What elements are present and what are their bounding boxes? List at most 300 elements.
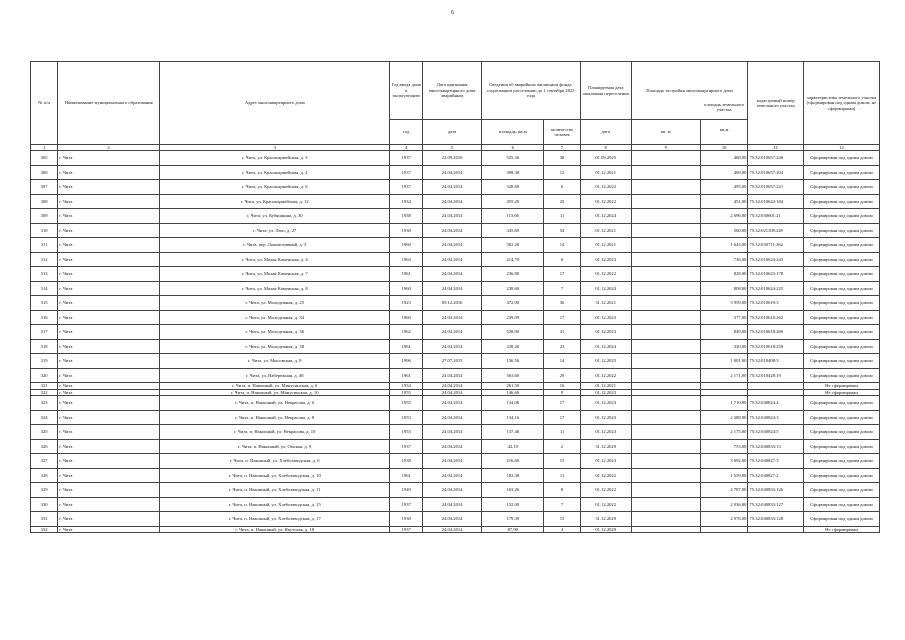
- row-address: г. Чита, п. Накопный, ул. Некрасова, д. 8: [160, 410, 390, 425]
- row-municipality: г. Чита: [58, 483, 160, 498]
- row-year-built: 1960: [390, 238, 423, 253]
- row-planned-date: 01.12.2024: [580, 281, 631, 296]
- row-planned-date: 01.12.2023: [580, 396, 631, 411]
- row-area: 136,56: [482, 354, 544, 369]
- row-area: 42,10: [482, 439, 544, 454]
- row-area: 238,26: [482, 339, 544, 354]
- row-year-built: 1938: [390, 223, 423, 238]
- row-municipality: г. Чита: [58, 209, 160, 224]
- row-land-area: 849,00: [700, 325, 748, 340]
- row-build-area: [631, 310, 700, 325]
- row-number: 321: [31, 383, 58, 389]
- col-num: 10: [700, 145, 748, 151]
- row-characteristic: Сформирован под одним домом: [803, 410, 879, 425]
- row-planned-date: 01.12.2023: [580, 425, 631, 440]
- row-land-area: 377,00: [700, 310, 748, 325]
- emergency-housing-table: [30, 61, 880, 533]
- table-row: [31, 483, 880, 498]
- table-row: [31, 180, 880, 195]
- row-cadastral: [748, 526, 804, 532]
- row-people: 2: [544, 439, 580, 454]
- row-number: 315: [31, 296, 58, 311]
- row-land-area: 3 959,00: [700, 296, 748, 311]
- row-planned-date: 01.12.2021: [580, 165, 631, 180]
- row-municipality: г. Чита: [58, 383, 160, 389]
- row-area: 134,06: [482, 396, 544, 411]
- row-build-area: [631, 194, 700, 209]
- row-year-built: 1937: [390, 165, 423, 180]
- row-planned-date: 01.12.2022: [580, 180, 631, 195]
- row-area: 163,26: [482, 483, 544, 498]
- table-row: [31, 223, 880, 238]
- row-recognition-date: 24.04.2014: [423, 252, 482, 267]
- row-area: 132,00: [482, 497, 544, 512]
- row-recognition-date: 09.12.2016: [423, 296, 482, 311]
- header-characteristic: характеристика земельного участка (сформирован под одним домом, не сформирован): [803, 62, 879, 145]
- row-number: 332: [31, 526, 58, 532]
- row-characteristic: Сформирован под одним домом: [803, 310, 879, 325]
- row-characteristic: Сформирован под одним домом: [803, 439, 879, 454]
- row-year-built: 1923: [390, 296, 423, 311]
- row-cadastral: 75:32:021108:249: [748, 223, 804, 238]
- row-area: 528,90: [482, 325, 544, 340]
- row-year-built: 1934: [390, 383, 423, 389]
- row-planned-date: 01.12.2023: [580, 325, 631, 340]
- row-year-built: 1961: [390, 339, 423, 354]
- row-number: 309: [31, 209, 58, 224]
- row-planned-date: 01.12.2022: [580, 483, 631, 498]
- subheader-sqm: кв. м: [631, 120, 700, 145]
- row-year-built: 1938: [390, 454, 423, 469]
- row-characteristic: Сформирован под одним домом: [803, 151, 879, 166]
- row-number: 311: [31, 238, 58, 253]
- row-area: 398,30: [482, 165, 544, 180]
- row-area: 455,29: [482, 194, 544, 209]
- row-people: 15: [544, 512, 580, 527]
- row-year-built: 1953: [390, 425, 423, 440]
- row-characteristic: Сформирован под одним домом: [803, 368, 879, 383]
- row-people: 17: [544, 310, 580, 325]
- table-row: [31, 354, 880, 369]
- header-address: Адрес многоквартирного дома: [160, 62, 390, 145]
- row-area: 87,90: [482, 526, 544, 532]
- row-characteristic: Сформирован под одним домом: [803, 296, 879, 311]
- row-people: 7: [544, 497, 580, 512]
- row-number: 312: [31, 252, 58, 267]
- table-row: [31, 296, 880, 311]
- row-characteristic: Сформирован под одним домом: [803, 281, 879, 296]
- row-characteristic: Сформирован под одним домом: [803, 497, 879, 512]
- row-planned-date: 01.12.2023: [580, 310, 631, 325]
- header-recognition: Дата признания многоквартирного дома аварийным: [423, 62, 482, 120]
- row-number: 330: [31, 497, 58, 512]
- row-year-built: 1937: [390, 180, 423, 195]
- row-build-area: [631, 339, 700, 354]
- row-address: г. Чита, ул. Молодежная, д. 38: [160, 339, 390, 354]
- row-year-built: 1937: [390, 151, 423, 166]
- row-recognition-date: 24.04.2014: [423, 238, 482, 253]
- table-row: [31, 339, 880, 354]
- row-build-area: [631, 325, 700, 340]
- row-area: 146,60: [482, 389, 544, 395]
- row-address: г. Чита, ул. Красноармейская, д. 4: [160, 165, 390, 180]
- row-number: 324: [31, 410, 58, 425]
- row-planned-date: 01.12.2025: [580, 354, 631, 369]
- row-build-area: [631, 296, 700, 311]
- row-number: 325: [31, 425, 58, 440]
- row-recognition-date: 24.04.2014: [423, 526, 482, 532]
- row-people: 17: [544, 410, 580, 425]
- row-build-area: [631, 151, 700, 166]
- table-row: [31, 410, 880, 425]
- row-build-area: [631, 354, 700, 369]
- row-characteristic: Сформирован под одним домом: [803, 339, 879, 354]
- row-year-built: 1955: [390, 396, 423, 411]
- row-cadastral: 75:32:010657:204: [748, 165, 804, 180]
- row-number: 307: [31, 180, 58, 195]
- row-planned-date: 01.12.2023: [580, 410, 631, 425]
- row-recognition-date: 24.04.2014: [423, 425, 482, 440]
- row-recognition-date: 23.09.2016: [423, 151, 482, 166]
- row-people: 6: [544, 252, 580, 267]
- row-recognition-date: 24.04.2014: [423, 497, 482, 512]
- row-recognition-date: 24.04.2014: [423, 468, 482, 483]
- row-number: 319: [31, 354, 58, 369]
- row-cadastral: 75:32:040824:3: [748, 410, 804, 425]
- row-characteristic: Сформирован под одним домом: [803, 425, 879, 440]
- row-planned-date: 01.12.2022: [580, 194, 631, 209]
- row-address: г. Чита, ул. Красноармейская, д. 6: [160, 180, 390, 195]
- row-planned-date: 31.12.2021: [580, 296, 631, 311]
- row-address: г. Чита, п. Накопный, ул. Минусинская, д. 6: [160, 383, 390, 389]
- header-year-built: Год ввода дома в эксплуатацию: [390, 62, 423, 120]
- col-num: 11: [748, 145, 804, 151]
- table-row: [31, 194, 880, 209]
- row-recognition-date: 24.04.2014: [423, 410, 482, 425]
- row-land-area: 468,00: [700, 151, 748, 166]
- row-municipality: г. Чита: [58, 296, 160, 311]
- row-people: 8: [544, 483, 580, 498]
- row-build-area: [631, 497, 700, 512]
- row-recognition-date: 24.04.2014: [423, 180, 482, 195]
- row-recognition-date: 24.04.2014: [423, 389, 482, 395]
- row-characteristic: Сформирован под одним домом: [803, 325, 879, 340]
- row-planned-date: 01.12.2022: [580, 267, 631, 282]
- row-cadastral: 75:32:040824:5: [748, 425, 804, 440]
- row-recognition-date: 24.04.2014: [423, 396, 482, 411]
- row-build-area: [631, 483, 700, 498]
- row-municipality: г. Чита: [58, 180, 160, 195]
- row-cadastral: 75:32:040833:126: [748, 483, 804, 498]
- row-number: 317: [31, 325, 58, 340]
- row-year-built: 1938: [390, 512, 423, 527]
- row-characteristic: Сформирован под одним домом: [803, 267, 879, 282]
- row-address: г. Чита, п. Накопный, ул. Хлебозаводская, д. 15: [160, 497, 390, 512]
- row-planned-date: 01.12.2029: [580, 526, 631, 532]
- row-land-area: 1 710,00: [700, 396, 748, 411]
- row-cadastral: 75:32:010657:246: [748, 151, 804, 166]
- header-municipality: Наименование муниципального образования: [58, 62, 160, 145]
- row-build-area: [631, 468, 700, 483]
- row-number: 316: [31, 310, 58, 325]
- table-row: [31, 468, 880, 483]
- row-cadastral: 75:32:010642:184: [748, 194, 804, 209]
- table-row: [31, 252, 880, 267]
- row-municipality: г. Чита: [58, 267, 160, 282]
- row-address: г. Чита, п. Накопный, ул. Хлебозаводская, д. 17: [160, 512, 390, 527]
- row-people: 11: [544, 468, 580, 483]
- row-planned-date: 01.12.2022: [580, 368, 631, 383]
- row-characteristic: Сформирован под одним домом: [803, 468, 879, 483]
- row-number: 314: [31, 281, 58, 296]
- row-address: г. Чита, п. Накопный, ул. Хлебозаводская, д. 6: [160, 454, 390, 469]
- row-characteristic: Сформирован под одним домом: [803, 483, 879, 498]
- col-num: 1: [31, 145, 58, 151]
- subheader-year: год: [390, 120, 423, 145]
- row-year-built: 1934: [390, 194, 423, 209]
- row-land-area: 495,00: [700, 180, 748, 195]
- row-number: 322: [31, 389, 58, 395]
- table-row: [31, 267, 880, 282]
- row-area: 134,16: [482, 410, 544, 425]
- row-land-area: 320,00: [700, 339, 748, 354]
- row-land-area: 3 092,00: [700, 454, 748, 469]
- col-num: 7: [544, 145, 580, 151]
- subheader-date2: дата: [580, 120, 631, 145]
- row-land-area: 2 288,00: [700, 410, 748, 425]
- col-num: 12: [803, 145, 879, 151]
- row-build-area: [631, 425, 700, 440]
- row-recognition-date: 24.04.2014: [423, 325, 482, 340]
- row-year-built: 1961: [390, 468, 423, 483]
- row-address: г. Чита, ул. Красноармейская, д. 3: [160, 151, 390, 166]
- row-people: 41: [544, 325, 580, 340]
- row-build-area: [631, 439, 700, 454]
- col-num: 4: [390, 145, 423, 151]
- row-planned-date: 01.12.2021: [580, 238, 631, 253]
- row-number: 320: [31, 368, 58, 383]
- row-land-area: 2 696,00: [700, 209, 748, 224]
- row-recognition-date: 24.04.2014: [423, 439, 482, 454]
- row-address: г. Чита, ул. Молодежная, д. 34: [160, 310, 390, 325]
- row-cadastral: 75:32:010657:221: [748, 180, 804, 195]
- row-number: 318: [31, 339, 58, 354]
- land-area-label: площадь земельного участка: [704, 101, 745, 113]
- row-land-area: 560,00: [700, 223, 748, 238]
- row-planned-date: 31.12.2029: [580, 439, 631, 454]
- row-people: 15: [544, 454, 580, 469]
- row-build-area: [631, 223, 700, 238]
- row-area: 563,60: [482, 368, 544, 383]
- row-address: г. Чита, ул. Молодежная, д. 25: [160, 296, 390, 311]
- header-num: № п/п: [31, 62, 58, 145]
- row-cadastral: 75:32:040824:4: [748, 396, 804, 411]
- col-num: 9: [631, 145, 700, 151]
- row-people: 38: [544, 151, 580, 166]
- row-cadastral: 75:32:030601:21: [748, 209, 804, 224]
- row-area: 137,46: [482, 425, 544, 440]
- row-address: г. Чита, п. Накопный, ул. Омская, д. 9: [160, 439, 390, 454]
- row-land-area: [700, 526, 748, 532]
- row-area: 261,50: [482, 383, 544, 389]
- row-characteristic: Сформирован под одним домом: [803, 180, 879, 195]
- table-row: [31, 165, 880, 180]
- row-area: 502,26: [482, 238, 544, 253]
- row-cadastral: 75:32:040827:2: [748, 468, 804, 483]
- row-year-built: 1949: [390, 483, 423, 498]
- row-characteristic: Сформирован под одним домом: [803, 238, 879, 253]
- row-characteristic: Сформирован под одним домом: [803, 194, 879, 209]
- row-planned-date: 01.12.2023: [580, 252, 631, 267]
- row-number: 306: [31, 165, 58, 180]
- row-area: 238,60: [482, 281, 544, 296]
- col-num: 8: [580, 145, 631, 151]
- row-characteristic: Сформирован под одним домом: [803, 454, 879, 469]
- row-characteristic: Не сформирован: [803, 526, 879, 532]
- row-people: 7: [544, 281, 580, 296]
- row-planned-date: 01.12.2021: [580, 383, 631, 389]
- row-land-area: 828,00: [700, 267, 748, 282]
- row-cadastral: 75:32:030711:362: [748, 238, 804, 253]
- row-recognition-date: 24.04.2014: [423, 209, 482, 224]
- row-number: 327: [31, 454, 58, 469]
- row-address: г. Чита, п. Накопный, ул. Некрасова, д. 6: [160, 396, 390, 411]
- row-year-built: 1953: [390, 410, 423, 425]
- row-number: 331: [31, 512, 58, 527]
- col-num: 5: [423, 145, 482, 151]
- row-land-area: 2 076,00: [700, 512, 748, 527]
- table-row: [31, 396, 880, 411]
- row-cadastral: 75:32:040833:13: [748, 439, 804, 454]
- table-row: [31, 439, 880, 454]
- row-year-built: 1937: [390, 497, 423, 512]
- row-cadastral: 75:32:010408:3: [748, 354, 804, 369]
- row-characteristic: Сформирован под одним домом: [803, 512, 879, 527]
- row-people: 23: [544, 339, 580, 354]
- row-cadastral: 75:32:040833:127: [748, 497, 804, 512]
- row-address: г. Чита, п. Накопный, ул. Хлебозаводская, д. 11: [160, 483, 390, 498]
- row-municipality: г. Чита: [58, 238, 160, 253]
- row-area: 179,39: [482, 512, 544, 527]
- row-year-built: 1937: [390, 526, 423, 532]
- row-address: г. Чита, ул. Набережная, д. 48: [160, 368, 390, 383]
- row-people: 11: [544, 425, 580, 440]
- row-municipality: г. Чита: [58, 252, 160, 267]
- row-build-area: [631, 526, 700, 532]
- row-build-area: [631, 267, 700, 282]
- header-info: Сведения об аварийном жилищном фонде, подлежащем расселению до 1 сентября 2025 года: [482, 62, 581, 120]
- row-people: 9: [544, 389, 580, 395]
- row-characteristic: Сформирован под одним домом: [803, 165, 879, 180]
- row-recognition-date: 24.04.2014: [423, 368, 482, 383]
- row-area: 525,36: [482, 151, 544, 166]
- row-people: 4: [544, 526, 580, 532]
- row-recognition-date: 24.04.2014: [423, 165, 482, 180]
- land-sqm-label: кв.м: [719, 126, 729, 132]
- row-area: 345,69: [482, 223, 544, 238]
- table-row: [31, 238, 880, 253]
- row-planned-date: 01.12.2023: [580, 389, 631, 395]
- row-address: г. Чита, п. Накопный, ул. Якутская, д. 18: [160, 526, 390, 532]
- row-number: 313: [31, 267, 58, 282]
- table-row: [31, 281, 880, 296]
- row-characteristic: Сформирован под одним домом: [803, 252, 879, 267]
- table-row: [31, 497, 880, 512]
- row-municipality: г. Чита: [58, 439, 160, 454]
- row-build-area: [631, 281, 700, 296]
- row-recognition-date: 24.04.2014: [423, 339, 482, 354]
- header-build-area: Площадь застройки многоквартирного дома: [631, 62, 748, 120]
- row-number: 323: [31, 396, 58, 411]
- row-year-built: 1962: [390, 325, 423, 340]
- row-build-area: [631, 512, 700, 527]
- row-build-area: [631, 368, 700, 383]
- table-row: [31, 512, 880, 527]
- row-people: 16: [544, 383, 580, 389]
- row-people: 6: [544, 180, 580, 195]
- row-area: 182,38: [482, 468, 544, 483]
- page-number: 6: [451, 10, 454, 16]
- row-people: 17: [544, 267, 580, 282]
- row-recognition-date: 24.04.2014: [423, 267, 482, 282]
- row-number: 326: [31, 439, 58, 454]
- row-people: 54: [544, 223, 580, 238]
- row-land-area: 451,00: [700, 194, 748, 209]
- row-year-built: 1996: [390, 354, 423, 369]
- row-land-area: 736,00: [700, 252, 748, 267]
- row-municipality: г. Чита: [58, 468, 160, 483]
- row-land-area: 2 036,00: [700, 497, 748, 512]
- row-recognition-date: 27.07.2015: [423, 354, 482, 369]
- row-build-area: [631, 396, 700, 411]
- row-municipality: г. Чита: [58, 165, 160, 180]
- col-num: 3: [160, 145, 390, 151]
- row-recognition-date: 24.04.2014: [423, 310, 482, 325]
- row-recognition-date: 24.04.2014: [423, 223, 482, 238]
- row-build-area: [631, 252, 700, 267]
- row-characteristic: Сформирован под одним домом: [803, 396, 879, 411]
- header-cadastral: кадастровый номер земельного участка: [748, 62, 804, 145]
- row-cadastral: 75:32:010624:243: [748, 252, 804, 267]
- row-municipality: г. Чита: [58, 310, 160, 325]
- subheader-land-sqm: [700, 101, 748, 145]
- row-municipality: г. Чита: [58, 512, 160, 527]
- row-planned-date: 31.12.2029: [580, 512, 631, 527]
- row-municipality: г. Чита: [58, 368, 160, 383]
- row-number: 308: [31, 194, 58, 209]
- col-num: 6: [482, 145, 544, 151]
- row-land-area: 1 644,00: [700, 238, 748, 253]
- table-row: [31, 209, 880, 224]
- row-number: 305: [31, 151, 58, 166]
- row-cadastral: 75:32:010428:19: [748, 368, 804, 383]
- row-recognition-date: 24.04.2014: [423, 281, 482, 296]
- row-address: г. Чита, ул. Малая Каменская, д. 7: [160, 267, 390, 282]
- row-municipality: г. Чита: [58, 281, 160, 296]
- row-municipality: г. Чита: [58, 410, 160, 425]
- row-people: 36: [544, 296, 580, 311]
- row-characteristic: Не сформирован: [803, 389, 879, 395]
- row-municipality: г. Чита: [58, 396, 160, 411]
- row-recognition-date: 24.04.2014: [423, 454, 482, 469]
- table-row: [31, 454, 880, 469]
- row-cadastral: 75:32:010619:3: [748, 296, 804, 311]
- row-year-built: 1963: [390, 252, 423, 267]
- subheader-people: количество человек: [544, 120, 580, 145]
- row-municipality: г. Чита: [58, 497, 160, 512]
- row-planned-date: 01.12.2023: [580, 454, 631, 469]
- row-cadastral: 75:32:010618:262: [748, 310, 804, 325]
